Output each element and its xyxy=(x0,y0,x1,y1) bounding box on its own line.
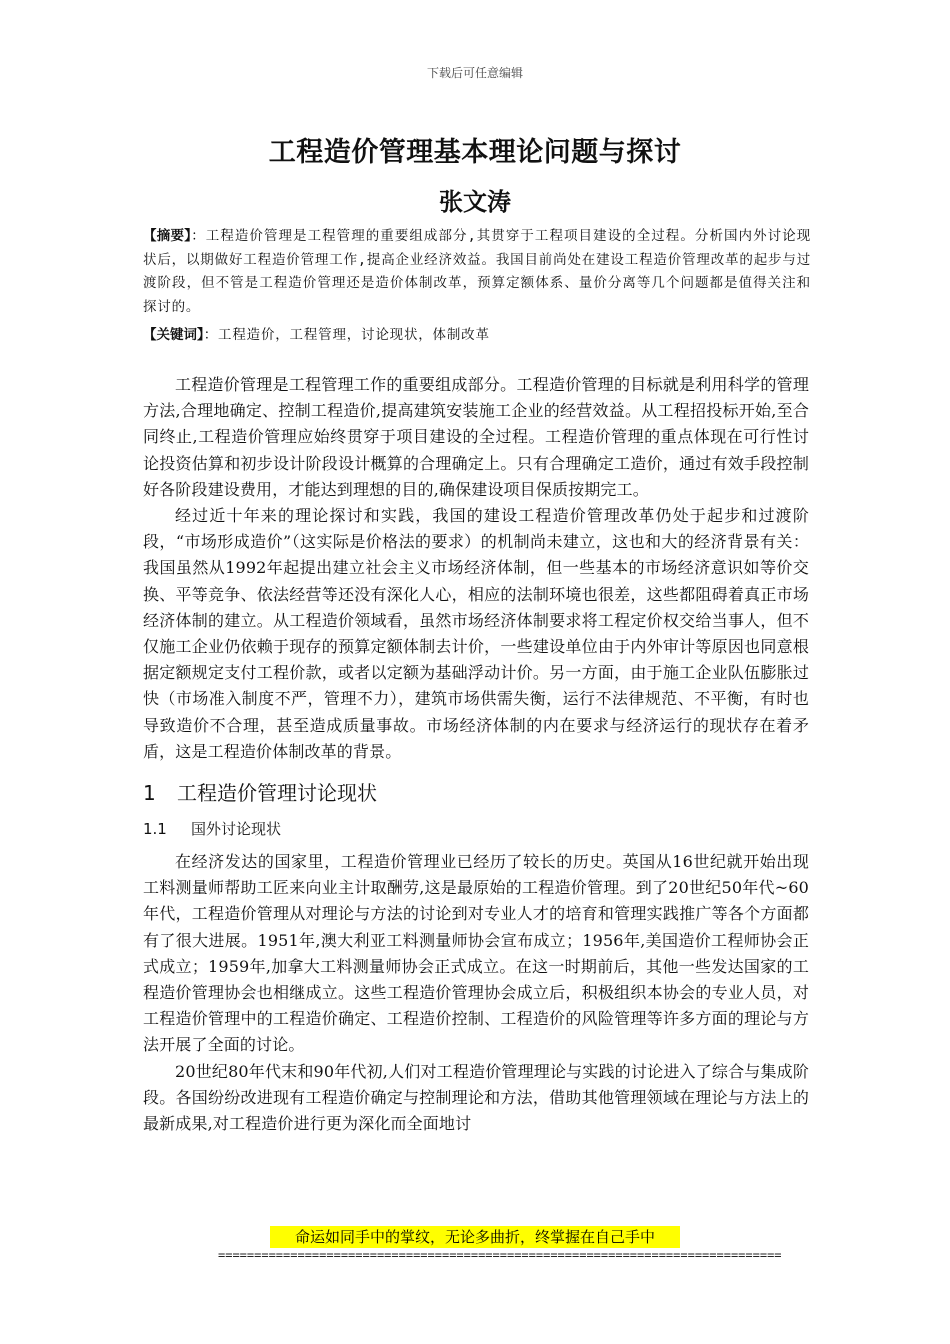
header-note: 下载后可任意编辑 xyxy=(426,66,523,80)
footer-banner: 命运如同手中的掌纹，无论多曲折，终掌握在自己手中 xyxy=(270,1226,680,1248)
section-heading xyxy=(143,779,809,807)
keywords-text: ：工程造价，工程管理，讨论现状，体制改革 xyxy=(203,327,490,343)
abstract-text: ：工程造价管理是工程管理的重要组成部分,其贯穿于工程项目建设的全过程。分析国内外讨论现状后，以期做好工程造价管理工作,提高企业经济效益。我国目前尚处在建设工程造价管理改革的起步与过渡阶段，但不管是工程造价管理还是造价体制改革，预算定额体系、量价分离等几个问题都是值得关注和探讨的。 xyxy=(143,228,812,315)
document-body xyxy=(143,372,809,1137)
subsection-title: 国外讨论现状 xyxy=(191,820,282,839)
keywords xyxy=(143,324,811,347)
author-name: 张文涛 xyxy=(439,188,511,216)
body-paragraph: 20世纪80年代末和90年代初,人们对工程造价管理理论与实践的讨论进入了综合与集成阶段。各国纷纷改进现有工程造价确定与控制理论和方法，借助其他管理领域在理论与方法上的最新成果,对工程造价进行更为深化而全面地讨 xyxy=(143,1061,809,1134)
body-paragraph: 在经济发达的国家里，工程造价管理业已经历了较长的历史。英国从16世纪就开始出现工料测量师帮助工匠来向业主计取酬劳,这是最原始的工程造价管理。到了20世纪50年代~60年代，工程造价管理从对理论与方法的讨论到对专业人才的培育和管理实践推广等各个方面都有了很大进展。1951年,澳大利亚工料测量师协会宣布成立；1956年,美国造价工程师协会正式成立；1959年,加拿大工料测量师协会正式成立。在这一时期前后，其他一些发达国家的工程造价管理协会也相继成立。这些工程造价管理协会成立后，积极组织本协会的专业人员，对工程造价管理中的工程造价确定、工程造价控制、工程造价的风险管理等许多方面的理论与方法开展了全面的讨论。 xyxy=(143,852,809,1055)
body-paragraph: 工程造价管理是工程管理工作的重要组成部分。工程造价管理的目标就是利用科学的管理方法,合理地确定、控制工程造价,提高建筑安装施工企业的经营效益。从工程招投标开始,至合同终止,工程造价管理应始终贯穿于项目建设的全过程。工程造价管理的重点体现在可行性讨论投资估算和初步设计阶段设计概算的合理确定上。只有合理确定工造价，通过有效手段控制好各阶段建设费用，才能达到理想的目的,确保建设项目保质按期完工。 xyxy=(143,375,809,499)
subsection-heading xyxy=(143,817,809,841)
abstract xyxy=(143,225,811,319)
separator-line: ============================================================================== xyxy=(218,1248,782,1262)
section-number: 1 xyxy=(143,781,156,806)
document-title: 工程造价管理基本理论问题与探讨 xyxy=(268,137,682,168)
section-title: 工程造价管理讨论现状 xyxy=(177,781,377,806)
subsection-number: 1.1 xyxy=(143,820,167,839)
body-paragraph: 经过近十年来的理论探讨和实践，我国的建设工程造价管理改革仍处于起步和过渡阶段，“市场形成造价”（这实际是价格法的要求）的机制尚未建立，这也和大的经济背景有关：我国虽然从1992年起提出建立社会主义市场经济体制，但一些基本的市场经济意识如等价交换、平等竞争、依法经营等还没有深化人心，相应的法制环境也很差，这些都阻碍着真正市场经济体制的建立。从工程造价领域看，虽然市场经济体制要求将工程定价权交给当事人，但不仅施工企业仍依赖于现存的预算定额体制去计价，一些建设单位由于内外审计等原因也同意根据定额规定支付工程价款，或者以定额为基础浮动计价。另一方面，由于施工企业队伍膨胀过快（市场准入制度不严，管理不力），建筑市场供需失衡，运行不法律规范、不平衡，有时也导致造价不合理，甚至造成质量事故。市场经济体制的内在要求与经济运行的现状存在着矛盾，这是工程造价体制改革的背景。 xyxy=(143,506,809,761)
abstract-label: 【摘要】 xyxy=(143,228,192,244)
keywords-label: 【关键词】 xyxy=(143,327,204,343)
